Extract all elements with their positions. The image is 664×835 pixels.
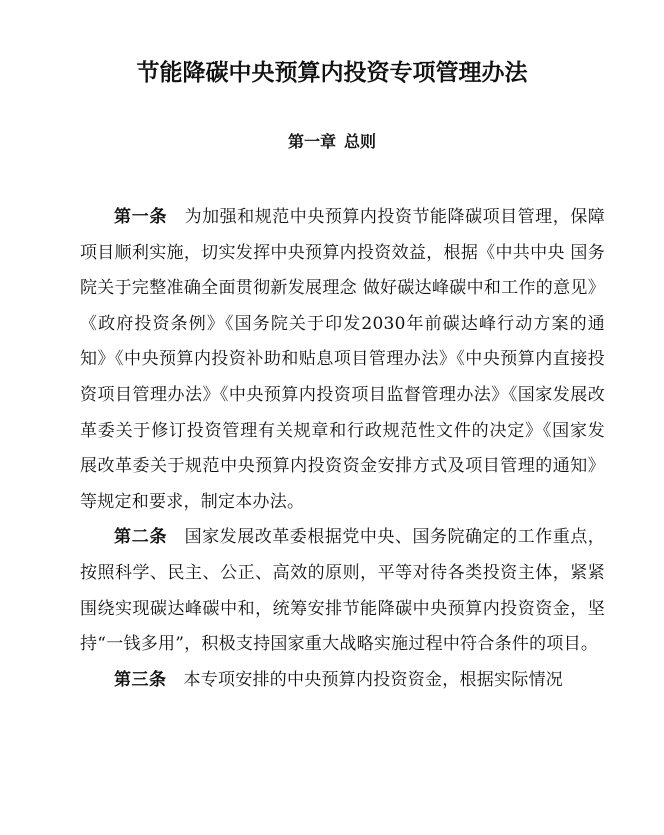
- chapter-number: 第一章: [287, 132, 336, 151]
- document-body: [80, 200, 605, 698]
- document-title: 节能降碳中央预算内投资专项管理办法: [136, 60, 528, 86]
- article-3: [80, 663, 605, 699]
- article-2-text: 国家发展改革委根据党中央、国务院确定的工作重点，按照科学、民主、公正、高效的原则，平等对待各类投资主体，紧紧围绕实现碳达峰碳中和，统筹安排节能降碳中央预算内投资资金，坚持“一钱多用”，积极支持国家重大战略实施过程中符合条件的项目。: [80, 527, 606, 655]
- article-2: [80, 520, 605, 662]
- article-3-text: 本专项安排的中央预算内投资资金，根据实际情况: [183, 669, 563, 690]
- article-3-label: 第三条: [114, 669, 167, 690]
- article-1-text: 为加强和规范中央预算内投资节能降碳项目管理，保障项目顺利实施，切实发挥中央预算内投资效益，根据《中共中央 国务院关于完整准确全面贯彻新发展理念 做好碳达峰碳中和工作的意见》《政府投资条例》《国务院关于印发2030年前碳达峰行动方案的通知》《中央预算内投资补助和贴息项目管理办法》《中央预算内直接投资项目管理办法》《中央预算内投资项目监督管理办法》《国家发展改革委关于修订投资管理有关规章和行政规范性文件的决定》《国家发展改革委关于规范中央预算内投资资金安排方式及项目管理的通知》等规定和要求，制定本办法。: [80, 207, 606, 512]
- chapter-heading: [0, 128, 664, 156]
- article-1: [80, 200, 605, 520]
- article-1-label: 第一条: [114, 207, 168, 227]
- article-2-label: 第二条: [114, 527, 168, 548]
- chapter-name: 总则: [344, 132, 377, 151]
